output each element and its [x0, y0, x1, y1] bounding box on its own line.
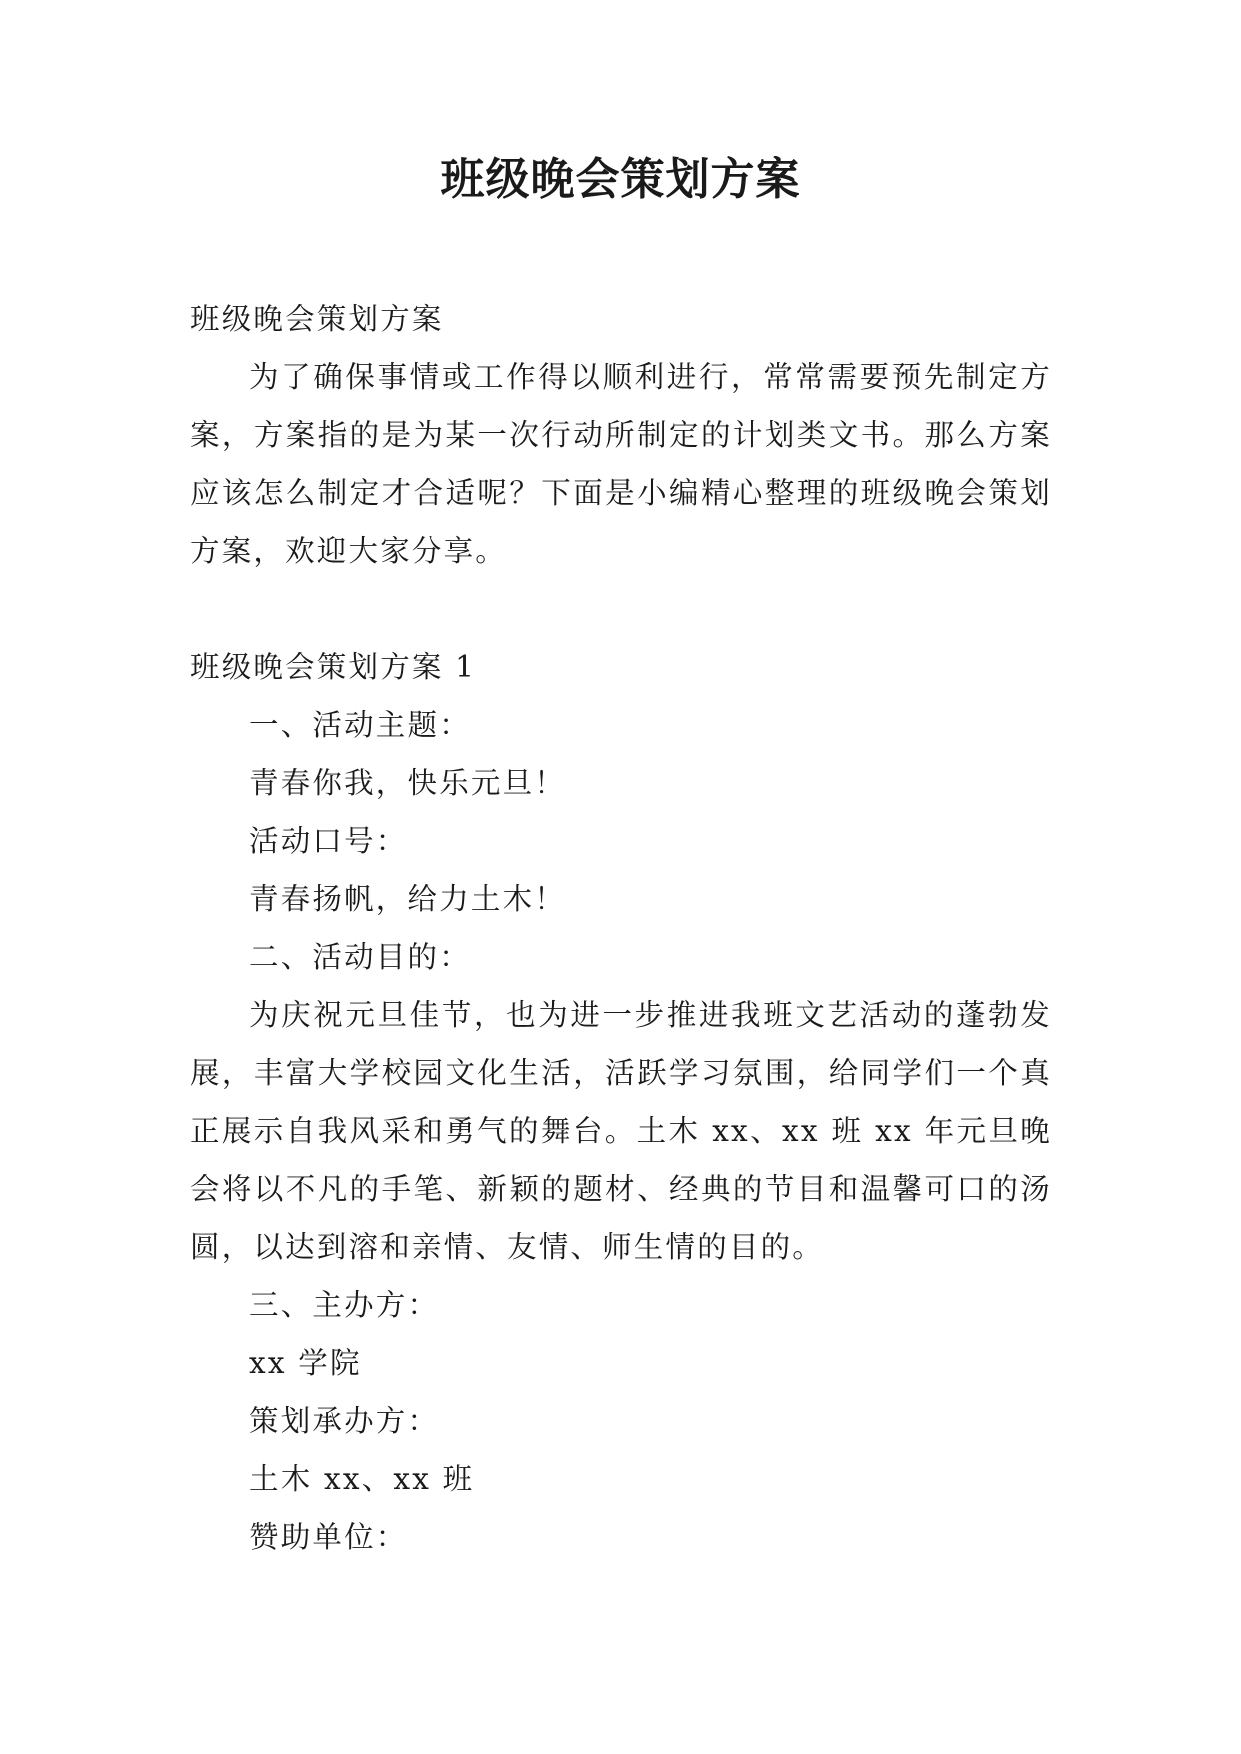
document-title: 班级晚会策划方案 — [440, 154, 801, 205]
document-body — [190, 290, 1052, 1566]
slogan-heading: 活动口号： — [249, 824, 408, 858]
slogan-value: 青春扬帆，给力土木！ — [249, 882, 567, 916]
theme-heading: 一、活动主题： — [249, 708, 471, 742]
sponsor-heading: 赞助单位： — [249, 1520, 408, 1554]
host-value: xx 学院 — [249, 1346, 362, 1380]
organizer-value: 土木 xx、xx 班 — [249, 1462, 475, 1496]
intro-paragraph: 为了确保事情或工作得以顺利进行，常常需要预先制定方案，方案指的是为某一次行动所制定的计划类文书。那么方案应该怎么制定才合适呢？下面是小编精心整理的班级晚会策划方案，欢迎大家分享。 — [190, 360, 1052, 568]
subtitle: 班级晚会策划方案 — [190, 302, 444, 336]
organizer-heading: 策划承办方： — [249, 1404, 440, 1438]
section-title: 班级晚会策划方案 1 — [190, 650, 477, 684]
purpose-paragraph: 为庆祝元旦佳节，也为进一步推进我班文艺活动的蓬勃发展，丰富大学校园文化生活，活跃学习氛围，给同学们一个真正展示自我风采和勇气的舞台。土木 xx、xx 班 xx 年元旦晚会将以不凡的手笔、新颖的题材、经典的节目和温馨可口的汤圆，以达到溶和亲情、友情、师生情的目的。 — [190, 998, 1052, 1264]
paragraph-gap — [190, 580, 1052, 638]
theme-value: 青春你我，快乐元旦！ — [249, 766, 567, 800]
host-heading: 三、主办方： — [249, 1288, 440, 1322]
purpose-heading: 二、活动目的： — [249, 940, 471, 974]
